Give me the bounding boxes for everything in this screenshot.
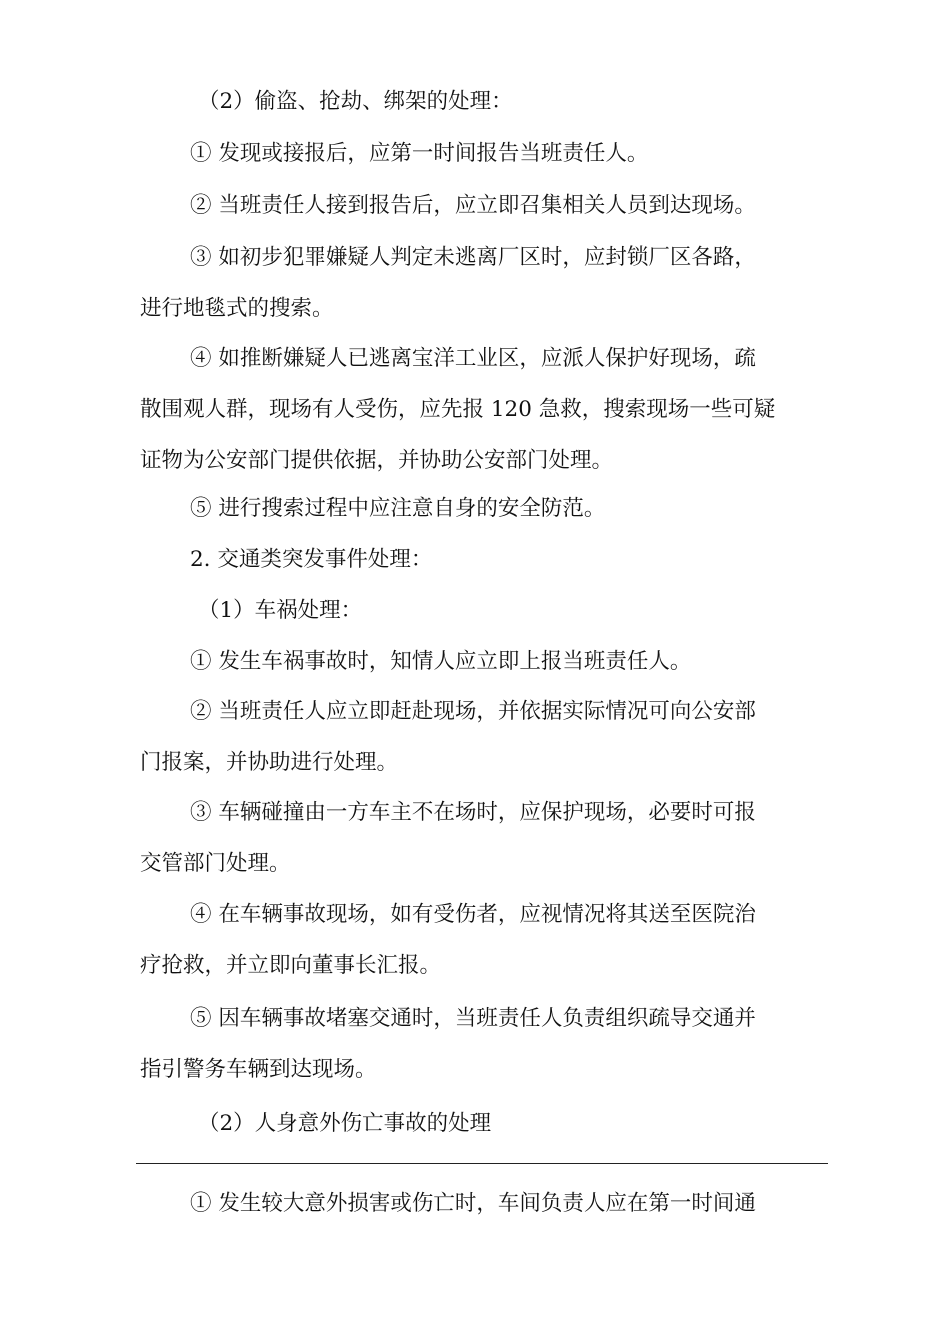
paragraph-13 xyxy=(140,993,840,1095)
paragraph-line: ⑤ 因车辆事故堵塞交通时，当班责任人负责组织疏导交通并 xyxy=(190,1006,756,1031)
paragraph-line: ① 发生较大意外损害或伤亡时，车间负责人应在第一时间通 xyxy=(190,1191,756,1216)
paragraph-line: （1）车祸处理： xyxy=(198,598,363,623)
paragraph-line: 散围观人群，现场有人受伤，应先报 120 急救，搜索现场一些可疑 xyxy=(140,397,776,422)
paragraph-2 xyxy=(140,128,840,179)
paragraph-line: （2）人身意外伤亡事故的处理 xyxy=(198,1111,492,1136)
paragraph-line: （2）偷盗、抢劫、绑架的处理： xyxy=(198,89,513,114)
paragraph-1 xyxy=(140,76,840,127)
paragraph-5 xyxy=(140,333,840,486)
subsection-heading xyxy=(140,585,840,636)
paragraph-line: 疗抢救，并立即向董事长汇报。 xyxy=(140,953,442,978)
paragraph-line: ② 当班责任人接到报告后，应立即召集相关人员到达现场。 xyxy=(190,193,756,218)
paragraph-12 xyxy=(140,889,840,991)
paragraph-15 xyxy=(140,1178,840,1229)
paragraph-3 xyxy=(140,180,840,231)
paragraph-line: 进行地毯式的搜索。 xyxy=(140,296,334,321)
paragraph-line: ③ 车辆碰撞由一方车主不在场时，应保护现场，必要时可报 xyxy=(190,800,756,825)
paragraph-line: ① 发现或接报后，应第一时间报告当班责任人。 xyxy=(190,141,649,166)
paragraph-line: 证物为公安部门提供依据，并协助公安部门处理。 xyxy=(140,448,614,473)
paragraph-6 xyxy=(140,483,840,534)
paragraph-line: 交管部门处理。 xyxy=(140,851,291,876)
paragraph-line: 2. 交通类突发事件处理： xyxy=(190,547,433,572)
paragraph-11 xyxy=(140,787,840,889)
paragraph-10 xyxy=(140,686,840,788)
paragraph-line: ③ 如初步犯罪嫌疑人判定未逃离厂区时，应封锁厂区各路， xyxy=(190,245,756,270)
paragraph-line: ④ 在车辆事故现场，如有受伤者，应视情况将其送至医院治 xyxy=(190,902,756,927)
paragraph-line: ① 发生车祸事故时，知情人应立即上报当班责任人。 xyxy=(190,649,692,674)
paragraph-line: ② 当班责任人应立即赶赴现场，并依据实际情况可向公安部 xyxy=(190,699,756,724)
paragraph-9 xyxy=(140,636,840,687)
paragraph-line: ④ 如推断嫌疑人已逃离宝洋工业区，应派人保护好现场，疏 xyxy=(190,346,756,371)
page-divider xyxy=(136,1163,828,1164)
paragraph-line: 指引警务车辆到达现场。 xyxy=(140,1057,377,1082)
paragraph-line: ⑤ 进行搜索过程中应注意自身的安全防范。 xyxy=(190,496,606,521)
paragraph-4 xyxy=(140,232,840,334)
section-heading xyxy=(140,534,840,585)
paragraph-line: 门报案，并协助进行处理。 xyxy=(140,750,399,775)
subsection-heading xyxy=(140,1098,840,1149)
